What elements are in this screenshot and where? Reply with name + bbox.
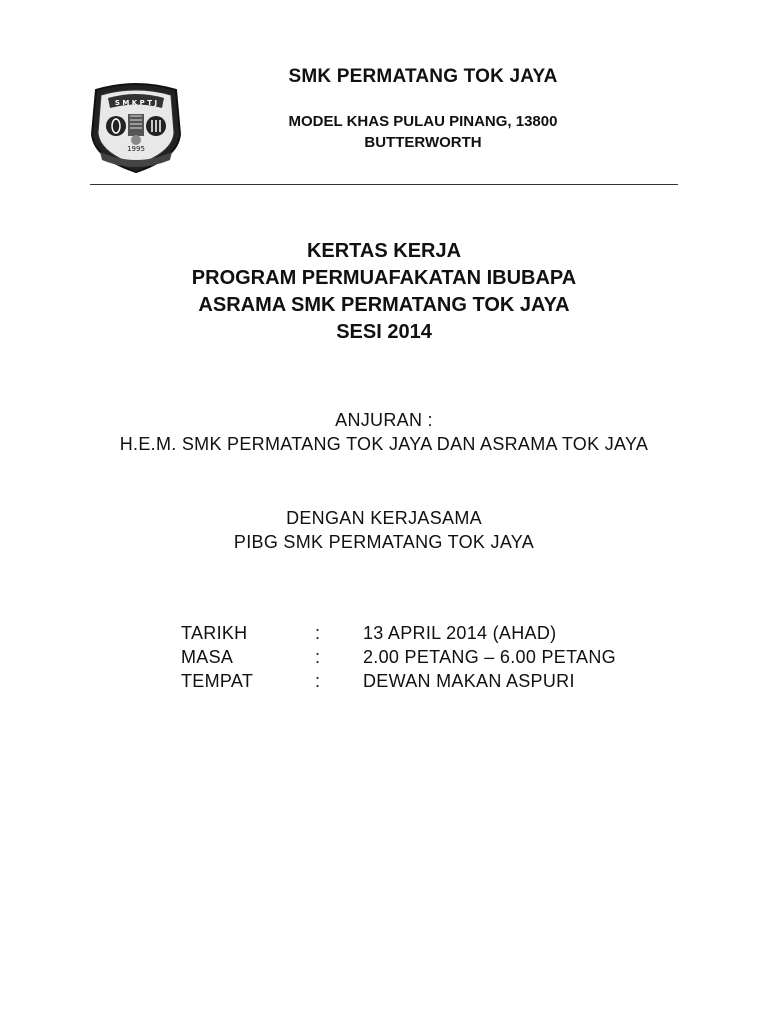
collaboration-section bbox=[0, 506, 768, 554]
collaboration-label: DENGAN KERJASAMA bbox=[286, 508, 482, 528]
svg-text:1995: 1995 bbox=[127, 145, 145, 153]
school-name: SMK PERMATANG TOK JAYA bbox=[288, 66, 558, 87]
address-line-2: BUTTERWORTH bbox=[364, 134, 482, 151]
school-address bbox=[200, 111, 646, 153]
detail-row-date bbox=[181, 623, 616, 647]
school-crest-icon bbox=[86, 78, 186, 174]
detail-label: TEMPAT bbox=[181, 671, 254, 691]
detail-separator: : bbox=[315, 623, 321, 643]
event-details-table bbox=[181, 623, 616, 695]
detail-separator: : bbox=[315, 671, 321, 691]
detail-value: DEWAN MAKAN ASPURI bbox=[363, 671, 575, 691]
address-line-1: MODEL KHAS PULAU PINANG, 13800 bbox=[288, 113, 558, 130]
detail-separator: : bbox=[315, 647, 321, 667]
collaboration-value: PIBG SMK PERMATANG TOK JAYA bbox=[233, 532, 535, 552]
header-divider bbox=[90, 184, 678, 185]
title-line-4: SESI 2014 bbox=[336, 321, 432, 343]
svg-text:S M K P T J: S M K P T J bbox=[114, 99, 158, 107]
detail-row-time bbox=[181, 647, 616, 671]
detail-value: 13 APRIL 2014 (AHAD) bbox=[363, 623, 557, 643]
organiser-label: ANJURAN : bbox=[335, 410, 433, 430]
detail-label: MASA bbox=[181, 647, 234, 667]
organiser-section bbox=[0, 408, 768, 456]
title-line-2: PROGRAM PERMUAFAKATAN IBUBAPA bbox=[191, 267, 577, 289]
detail-value: 2.00 PETANG – 6.00 PETANG bbox=[363, 647, 616, 667]
organiser-value: H.E.M. SMK PERMATANG TOK JAYA DAN ASRAMA TOK JAYA bbox=[119, 434, 649, 454]
title-line-1: KERTAS KERJA bbox=[306, 240, 462, 262]
detail-row-venue bbox=[181, 671, 616, 695]
document-title bbox=[0, 238, 768, 346]
detail-label: TARIKH bbox=[181, 623, 248, 643]
title-line-3: ASRAMA SMK PERMATANG TOK JAYA bbox=[198, 294, 570, 316]
